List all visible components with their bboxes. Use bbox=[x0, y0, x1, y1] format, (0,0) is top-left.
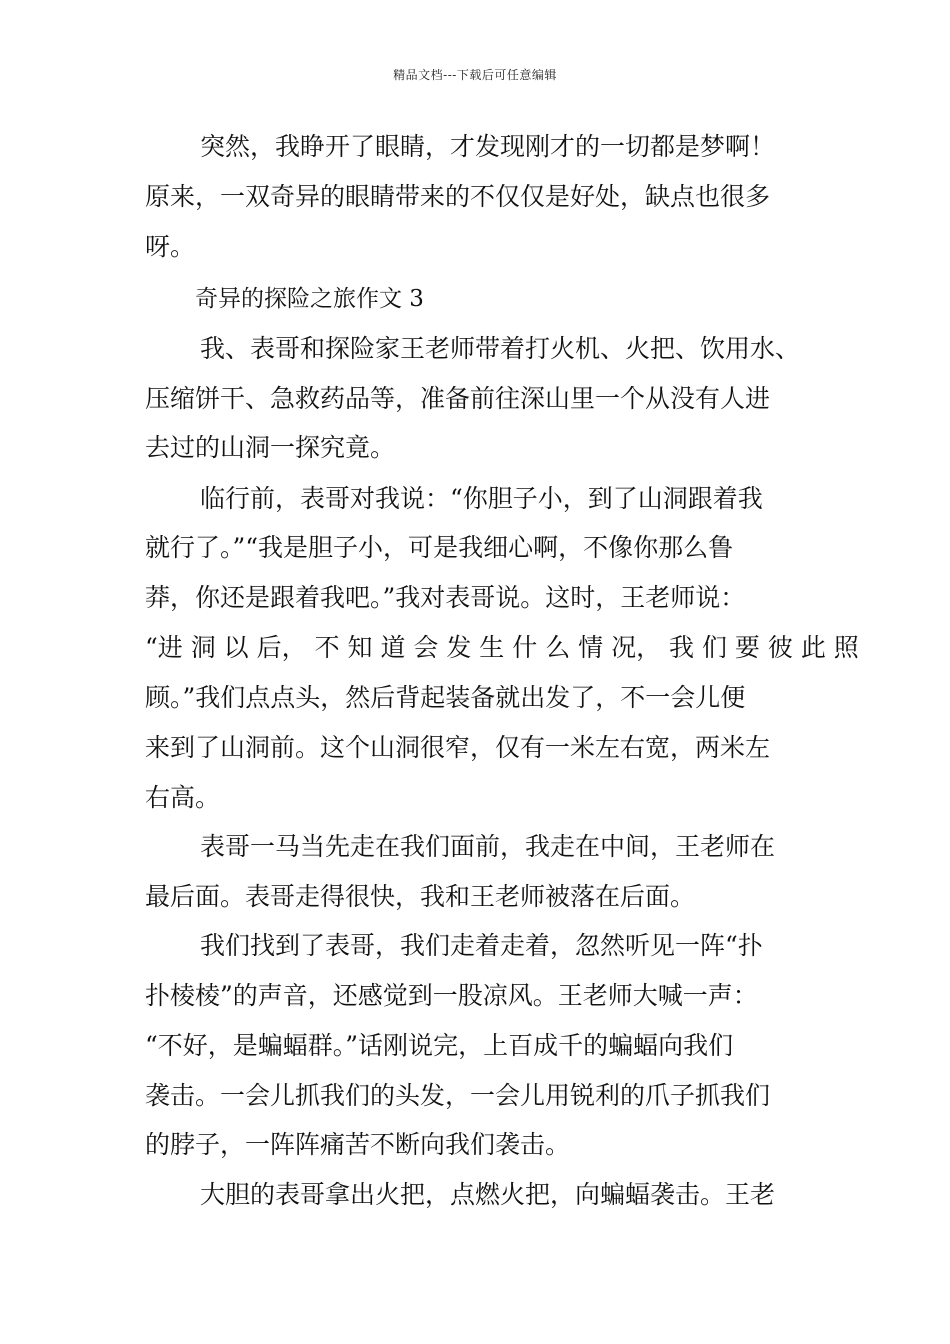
text-line: 我、表哥和探险家王老师带着打火机、火把、饮用水、 bbox=[200, 334, 801, 363]
text-line: 大胆的表哥拿出火把，点燃火把，向蝙蝠袭击。王老 bbox=[200, 1180, 776, 1209]
text-line: 顾。”我们点点头，然后背起装备就出发了，不一会儿便 bbox=[145, 683, 746, 712]
text-line: 去过的山洞一探究竟。 bbox=[145, 433, 396, 462]
text-line: “进 洞 以 后， 不 知 道 会 发 生 什 么 情 况， 我 们 要 彼 此 照 bbox=[145, 633, 859, 662]
section-title: 奇异的探险之旅作文 3 bbox=[195, 286, 424, 312]
text-line: 呀。 bbox=[145, 232, 196, 261]
text-line: 我们找到了表哥，我们走着走着，忽然听见一阵“扑 bbox=[200, 931, 763, 960]
text-line: 压缩饼干、急救药品等，准备前往深山里一个从没有人进 bbox=[145, 384, 771, 413]
text-line: 莽，你还是跟着我吧。”我对表哥说。这时，王老师说： bbox=[145, 583, 746, 612]
text-line: 表哥一马当先走在我们面前，我走在中间，王老师在 bbox=[200, 832, 776, 861]
text-line: 袭击。一会儿抓我们的头发，一会儿用锐利的爪子抓我们 bbox=[145, 1081, 771, 1110]
text-line: 来到了山洞前。这个山洞很窄，仅有一米左右宽，两米左 bbox=[145, 733, 771, 762]
text-line: 突然，我睁开了眼睛，才发现刚才的一切都是梦啊！ bbox=[200, 132, 776, 161]
text-line: 就行了。”“我是胆子小，可是我细心啊，不像你那么鲁 bbox=[145, 533, 734, 562]
text-line: 最后面。表哥走得很快，我和王老师被落在后面。 bbox=[145, 882, 696, 911]
text-line: 临行前，表哥对我说：“你胆子小，到了山洞跟着我 bbox=[200, 484, 763, 513]
text-line: 原来，一双奇异的眼睛带来的不仅仅是好处，缺点也很多 bbox=[145, 182, 771, 211]
page-header: 精品文档---下载后可任意编辑 bbox=[393, 68, 557, 82]
text-line: “不好，是蝙蝠群。”话刚说完，上百成千的蝙蝠向我们 bbox=[145, 1031, 734, 1060]
text-line: 右高。 bbox=[145, 783, 221, 812]
text-line: 扑棱棱”的声音，还感觉到一股凉风。王老师大喊一声： bbox=[145, 981, 758, 1010]
text-line: 的脖子，一阵阵痛苦不断向我们袭击。 bbox=[145, 1130, 571, 1159]
